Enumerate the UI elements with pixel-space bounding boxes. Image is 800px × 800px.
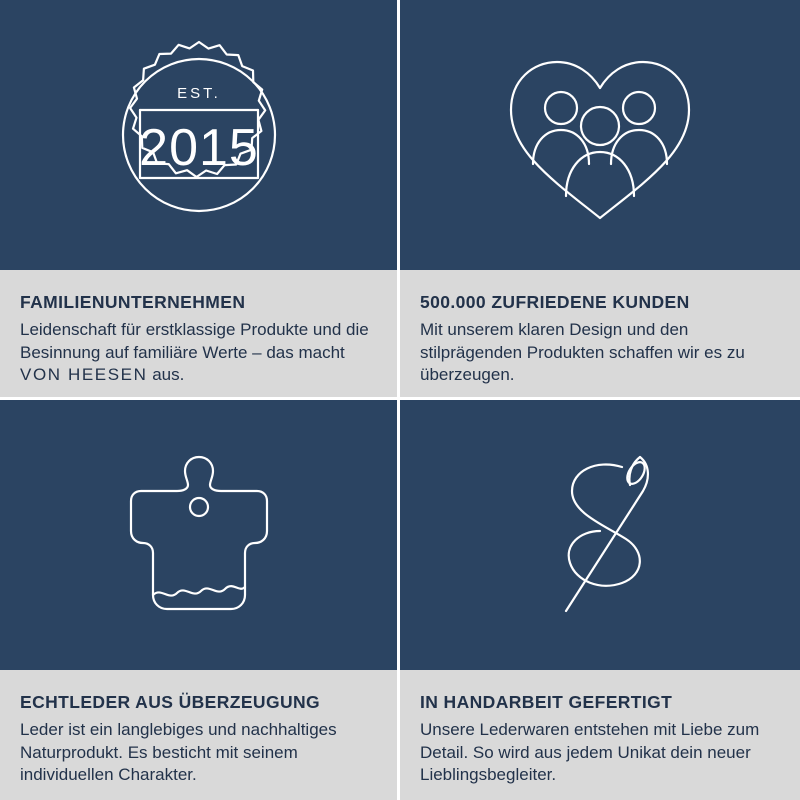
feature-body [20,319,373,387]
text-panel [0,670,400,800]
feature-cell-zufriedene-kunden [400,0,800,400]
feature-headline: 500.000 ZUFRIEDENE KUNDEN [420,292,690,312]
feature-body-part-1: Leidenschaft für erstklassige Produkte und die Besinnung auf familiäre Werte – das macht [20,320,369,362]
est-label: EST. [176,85,221,102]
needle-and-thread-icon [500,435,700,635]
feature-body: Unsere Lederwaren entstehen mit Liebe zum Detail. So wird aus jedem Unikat dein neuer Lieblingsbegleiter. [420,720,760,785]
icon-panel [400,0,800,270]
heart-with-people-icon [495,40,705,230]
feature-headline: IN HANDARBEIT GEFERTIGT [420,692,673,712]
text-panel [400,270,800,400]
feature-body: Mit unserem klaren Design und den stilprägenden Produkten schaffen wir es zu überzeugen. [420,320,745,385]
icon-panel [0,0,400,270]
year-label: 2015 [138,119,259,177]
feature-body: Leder ist ein langlebiges und nachhaltiges Naturprodukt. Es besticht mit seinem individuellen Charakter. [20,720,337,785]
feature-cell-echtleder [0,400,400,800]
feature-headline: ECHTLEDER AUS ÜBERZEUGUNG [20,692,321,712]
feature-cell-handarbeit [400,400,800,800]
leather-hide-tag-icon [99,435,299,635]
icon-panel [0,400,400,670]
feature-body-part-2: aus. [147,365,185,385]
text-panel [0,270,400,400]
text-panel [400,670,800,800]
feature-headline: FAMILIENUNTERNEHMEN [20,292,246,312]
icon-panel [400,400,800,670]
est-badge-seal-icon [94,30,304,240]
brand-name: VON HEESEN [20,365,148,385]
feature-cell-familienunternehmen [0,0,400,400]
